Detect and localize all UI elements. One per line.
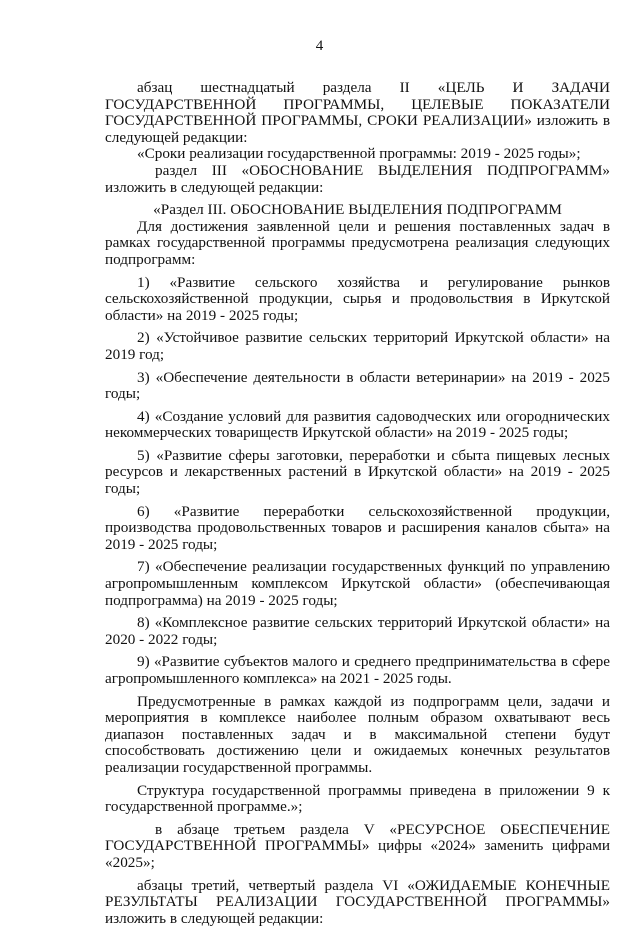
page-number: 4	[315, 38, 324, 54]
list-item-subprogram-2: 2) «Устойчивое развитие сельских территорий Иркутской области» на 2019 год;	[105, 329, 610, 363]
list-item-subprogram-4: 4) «Создание условий для развития садоводческих или огороднических некоммерческих товариществ Иркутской области» на 2019 - 2025 годы;	[105, 407, 610, 442]
list-item-subprogram-7: 7) «Обеспечение реализации государственных функций по управлению агропромышленным комплексом Иркутской области» (обеспечивающая подпрограмма) на 2019 - 2025 годы;	[105, 558, 610, 609]
section-heading: «Раздел III. ОБОСНОВАНИЕ ВЫДЕЛЕНИЯ ПОДПРОГРАММ	[153, 201, 562, 219]
list-item-subprogram-3: 3) «Обеспечение деятельности в области ветеринарии» на 2019 - 2025 годы;	[105, 368, 610, 403]
list-item-subprogram-8: 8) «Комплексное развитие сельских территорий Иркутской области» на 2020 - 2022 годы;	[105, 614, 610, 648]
paragraph-implementation-period: «Сроки реализации государственной программы: 2019 - 2025 годы»;	[137, 145, 581, 163]
paragraph-amendment-section-3: раздел III «ОБОСНОВАНИЕ ВЫДЕЛЕНИЯ ПОДПРОГРАММ» изложить в следующей редакции:	[105, 161, 610, 196]
list-item-subprogram-9: 9) «Развитие субъектов малого и среднего предпринимательства в сфере агропромышленного комплекса» на 2021 - 2025 годы.	[105, 653, 610, 687]
list-item-subprogram-6: 6) «Развитие переработки сельскохозяйственной продукции, производства продовольственных товаров и расширения каналов сбыта» на 2019 - 2025 годы;	[105, 502, 610, 553]
paragraph-subprograms-scope: Предусмотренные в рамках каждой из подпрограмм цели, задачи и мероприятия в комплексе наиболее полным образом охватывают весь диапазон поставленных задач и в максимальной степени будут способствовать достижению цели и ожидаемых конечных результатов реализации государственной программы.	[105, 692, 610, 776]
paragraph-amendment-section-2: абзац шестнадцатый раздела II «ЦЕЛЬ И ЗАДАЧИ ГОСУДАРСТВЕННОЙ ПРОГРАММЫ, ЦЕЛЕВЫЕ ПОКАЗАТЕЛИ ГОСУДАРСТВЕННОЙ ПРОГРАММЫ, СРОКИ РЕАЛИЗАЦИИ» изложить в следующей редакции:	[105, 79, 610, 146]
paragraph-amendment-section-6: абзацы третий, четвертый раздела VI «ОЖИДАЕМЫЕ КОНЕЧНЫЕ РЕЗУЛЬТАТЫ РЕАЛИЗАЦИИ ГОСУДАРСТВЕННОЙ ПРОГРАММЫ» изложить в следующей редакции:	[105, 876, 610, 927]
list-item-subprogram-5: 5) «Развитие сферы заготовки, переработки и сбыта пищевых лесных ресурсов и лекарственных растений в Иркутской области» на 2019 - 2025 годы;	[105, 446, 610, 498]
paragraph-amendment-section-5: в абзаце третьем раздела V «РЕСУРСНОЕ ОБЕСПЕЧЕНИЕ ГОСУДАРСТВЕННОЙ ПРОГРАММЫ» цифры «2024» заменить цифрами «2025»;	[105, 820, 610, 871]
document-body	[105, 80, 610, 927]
paragraph-structure-appendix: Структура государственной программы приведена в приложении 9 к государственной программе.»;	[105, 781, 610, 816]
paragraph-subprograms-intro: Для достижения заявленной цели и решения поставленных задач в рамках государственной программы предусмотрена реализация следующих подпрограмм:	[105, 217, 610, 268]
list-item-subprogram-1: 1) «Развитие сельского хозяйства и регулирование рынков сельскохозяйственной продукции, сырья и продовольствия в Иркутской области» на 2019 - 2025 годы;	[105, 273, 610, 324]
